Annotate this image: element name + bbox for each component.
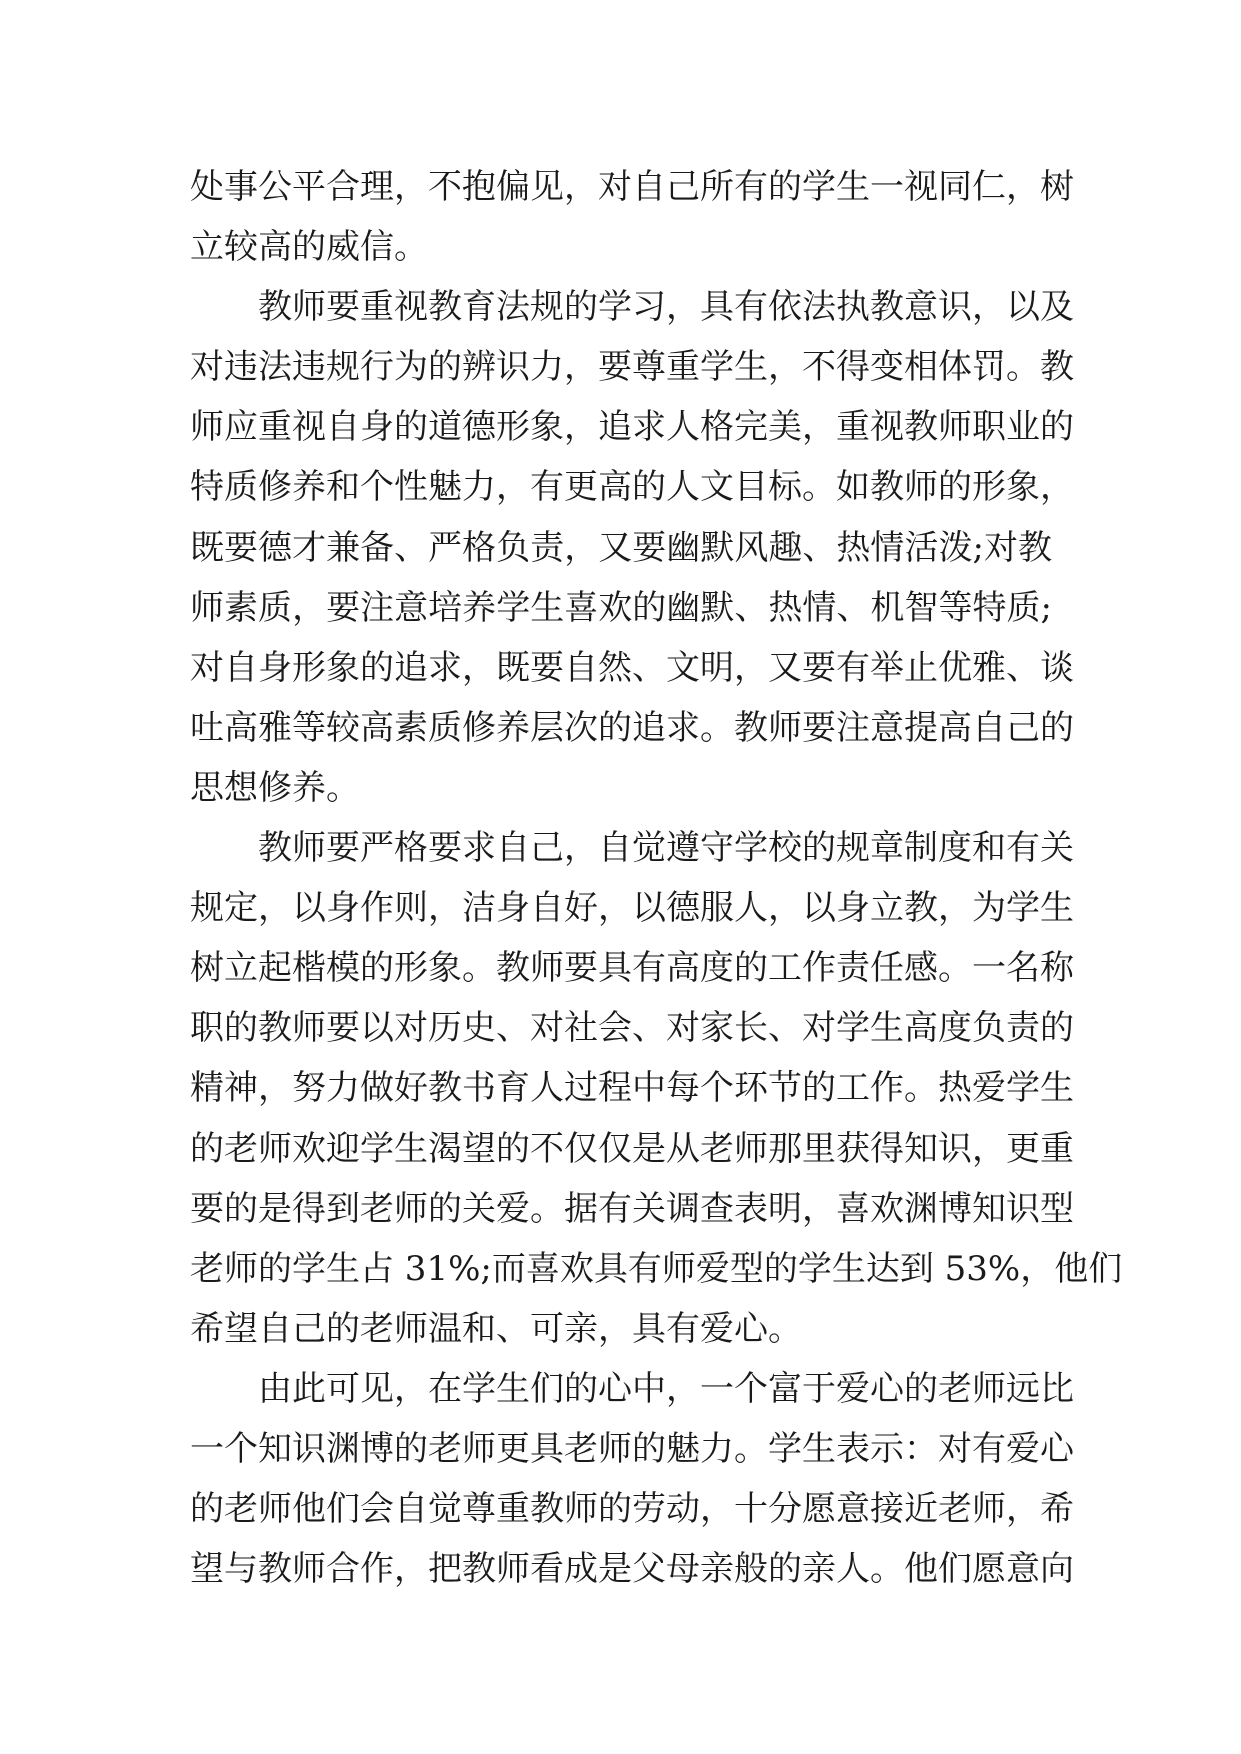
text-line: 的老师他们会自觉尊重教师的劳动，十分愿意接近老师，希: [190, 1489, 1074, 1530]
text-line: 既要德才兼备、严格负责，又要幽默风趣、热情活泼;对教: [190, 527, 1053, 568]
text-line: 精神，努力做好教书育人过程中每个环节的工作。热爱学生: [190, 1068, 1074, 1109]
text-line: 对违法违规行为的辨识力，要尊重学生，不得变相体罚。教: [190, 347, 1074, 388]
text-line: 立较高的威信。: [190, 227, 428, 268]
text-line: 由此可见，在学生们的心中，一个富于爱心的老师远比: [258, 1368, 1074, 1409]
body-text: [190, 157, 1123, 1599]
text-line: 树立起楷模的形象。教师要具有高度的工作责任感。一名称: [190, 948, 1074, 989]
text-line: 思想修养。: [190, 767, 360, 808]
text-line: 规定，以身作则，洁身自好，以德服人，以身立教，为学生: [190, 888, 1074, 929]
text-line: 一个知识渊博的老师更具老师的魅力。学生表示：对有爱心: [190, 1428, 1074, 1469]
text-line: 吐高雅等较高素质修养层次的追求。教师要注意提高自己的: [190, 707, 1074, 748]
text-line: 处事公平合理，不抱偏见，对自己所有的学生一视同仁，树: [190, 167, 1074, 207]
text-line: 师素质，要注意培养学生喜欢的幽默、热情、机智等特质;: [190, 587, 1052, 628]
text-line: 教师要重视教育法规的学习，具有依法执教意识，以及: [258, 287, 1074, 328]
text-line: 要的是得到老师的关爱。据有关调查表明，喜欢渊博知识型: [190, 1188, 1074, 1229]
text-line: 特质修养和个性魅力，有更高的人文目标。如教师的形象，: [190, 467, 1074, 508]
text-line: 老师的学生占 31%;而喜欢具有师爱型的学生达到 53%，他们: [190, 1248, 1123, 1289]
text-line: 师应重视自身的道德形象，追求人格完美，重视教师职业的: [190, 407, 1074, 448]
text-line: 希望自己的老师温和、可亲，具有爱心。: [190, 1308, 802, 1349]
text-line: 对自身形象的追求，既要自然、文明，又要有举止优雅、谈: [190, 647, 1074, 688]
text-line: 教师要严格要求自己，自觉遵守学校的规章制度和有关: [258, 828, 1074, 869]
text-line: 的老师欢迎学生渴望的不仅仅是从老师那里获得知识，更重: [190, 1128, 1074, 1169]
text-line: 职的教师要以对历史、对社会、对家长、对学生高度负责的: [190, 1008, 1074, 1049]
text-line: 望与教师合作，把教师看成是父母亲般的亲人。他们愿意向: [190, 1549, 1074, 1590]
